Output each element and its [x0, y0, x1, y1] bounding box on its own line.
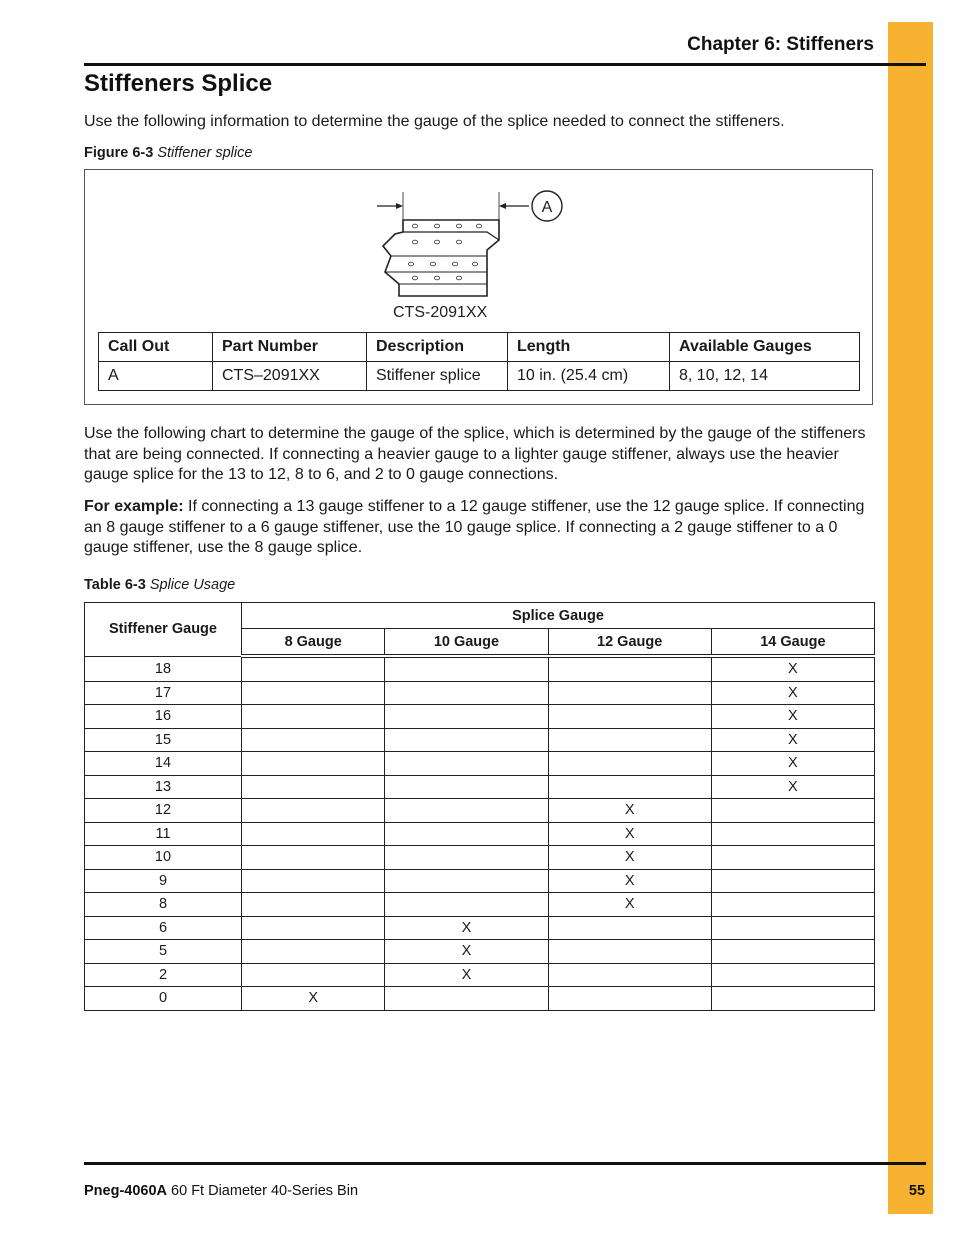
stiffener-gauge-cell: 12	[85, 799, 242, 823]
chapter-title: Chapter 6: Stiffeners	[687, 34, 874, 55]
splice-cell: X	[711, 775, 874, 799]
arrow-head-right	[499, 203, 506, 209]
parts-table	[98, 332, 860, 391]
splice-cell: X	[548, 846, 711, 870]
splice-cell: X	[711, 681, 874, 705]
stiffener-gauge-cell: 2	[85, 963, 242, 987]
splice-cell	[385, 681, 548, 705]
splice-cell	[242, 799, 385, 823]
stiffener-gauge-cell: 11	[85, 822, 242, 846]
splice-cell	[242, 916, 385, 940]
stiffener-gauge-cell: 0	[85, 987, 242, 1011]
splice-cell	[242, 893, 385, 917]
figure-label: Figure 6-3	[84, 145, 154, 161]
table-row	[85, 752, 875, 776]
header-part-number: Part Number	[213, 333, 367, 362]
table-row	[85, 728, 875, 752]
header-rule	[84, 63, 926, 66]
splice-cell	[242, 681, 385, 705]
splice-cell	[242, 728, 385, 752]
stiffener-gauge-cell: 17	[85, 681, 242, 705]
splice-cell	[548, 963, 711, 987]
splice-cell: X	[711, 728, 874, 752]
stiffener-gauge-cell: 16	[85, 705, 242, 729]
usage-paragraph: Use the following chart to determine the gauge of the splice, which is determined by the gauge of the stiffeners that are being connected. If connecting a heavier gauge to a lighter gauge stiffener, always use the heavier gauge splice for the 13 to 12, 8 to 6, and 2 to 0 gauge connections.	[84, 425, 866, 483]
header-stiffener-gauge: Stiffener Gauge	[85, 603, 242, 657]
chapter-side-tab	[888, 22, 933, 1214]
example-paragraph	[84, 497, 874, 559]
table-row	[85, 940, 875, 964]
stiffener-gauge-cell: 15	[85, 728, 242, 752]
splice-cell	[385, 656, 548, 681]
splice-cell	[242, 940, 385, 964]
cell-description: Stiffener splice	[367, 362, 508, 391]
header-10-gauge: 10 Gauge	[385, 629, 548, 657]
splice-cell	[385, 728, 548, 752]
cell-available-gauges: 8, 10, 12, 14	[670, 362, 860, 391]
splice-cell	[242, 846, 385, 870]
header-description: Description	[367, 333, 508, 362]
figure-box	[84, 169, 873, 405]
splice-cell	[548, 656, 711, 681]
part-label: CTS-2091XX	[393, 304, 488, 321]
splice-cell	[385, 775, 548, 799]
splice-cell: X	[711, 752, 874, 776]
splice-cell	[385, 799, 548, 823]
splice-cell	[711, 940, 874, 964]
splice-cell	[385, 822, 548, 846]
table-row	[85, 846, 875, 870]
stiffener-gauge-cell: 14	[85, 752, 242, 776]
figure-caption	[84, 145, 252, 161]
splice-cell: X	[548, 799, 711, 823]
splice-cell: X	[711, 705, 874, 729]
splice-cell	[385, 987, 548, 1011]
parts-table-header-row	[99, 333, 860, 362]
stiffener-gauge-cell: 10	[85, 846, 242, 870]
splice-cell	[711, 846, 874, 870]
header-8-gauge: 8 Gauge	[242, 629, 385, 657]
splice-cell	[548, 752, 711, 776]
splice-cell	[242, 775, 385, 799]
cell-part-number: CTS–2091XX	[213, 362, 367, 391]
table-row	[85, 799, 875, 823]
splice-cell	[242, 656, 385, 681]
header-splice-gauge: Splice Gauge	[242, 603, 875, 629]
section-title: Stiffeners Splice	[84, 70, 273, 97]
stiffener-gauge-cell: 5	[85, 940, 242, 964]
splice-cell	[385, 752, 548, 776]
splice-cell: X	[385, 963, 548, 987]
splice-usage-table	[84, 602, 875, 1011]
splice-cell	[385, 846, 548, 870]
splice-cell	[711, 822, 874, 846]
splice-cell: X	[242, 987, 385, 1011]
splice-cell	[711, 893, 874, 917]
table-row	[85, 822, 875, 846]
intro-paragraph: Use the following information to determine the gauge of the splice needed to connect the stiffeners.	[84, 113, 785, 130]
stiffener-outline	[383, 220, 499, 296]
splice-cell: X	[711, 656, 874, 681]
splice-cell	[548, 940, 711, 964]
header-available-gauges: Available Gauges	[670, 333, 860, 362]
cell-length: 10 in. (25.4 cm)	[508, 362, 670, 391]
splice-cell	[385, 869, 548, 893]
splice-cell: X	[548, 893, 711, 917]
table-caption-text: Splice Usage	[149, 577, 236, 593]
table-row	[85, 963, 875, 987]
splice-cell	[711, 869, 874, 893]
stiffener-gauge-cell: 18	[85, 656, 242, 681]
splice-cell	[242, 963, 385, 987]
table-row	[85, 705, 875, 729]
parts-table-row	[99, 362, 860, 391]
splice-cell	[711, 963, 874, 987]
splice-cell	[548, 705, 711, 729]
table-row	[85, 656, 875, 681]
splice-cell	[548, 775, 711, 799]
table-row	[85, 916, 875, 940]
splice-cell	[242, 752, 385, 776]
splice-cell	[548, 987, 711, 1011]
table-row	[85, 775, 875, 799]
splice-table-body	[85, 656, 875, 1010]
doc-id: Pneg-4060A	[84, 1183, 168, 1199]
splice-cell	[548, 728, 711, 752]
footer-text	[84, 1183, 358, 1199]
splice-cell	[548, 916, 711, 940]
table-caption	[84, 577, 235, 593]
splice-cell: X	[385, 916, 548, 940]
splice-cell	[242, 705, 385, 729]
header-12-gauge: 12 Gauge	[548, 629, 711, 657]
stiffener-splice-illustration	[375, 184, 575, 324]
table-row	[85, 987, 875, 1011]
table-row	[85, 869, 875, 893]
page-number: 55	[908, 1183, 926, 1199]
stiffener-gauge-cell: 9	[85, 869, 242, 893]
doc-title: 60 Ft Diameter 40-Series Bin	[167, 1183, 359, 1199]
example-label: For example:	[84, 498, 184, 515]
stiffener-gauge-cell: 6	[85, 916, 242, 940]
table-label: Table 6-3	[84, 577, 146, 593]
header-call-out: Call Out	[99, 333, 213, 362]
header-length: Length	[508, 333, 670, 362]
stiffener-gauge-cell: 8	[85, 893, 242, 917]
callout-letter: A	[541, 199, 553, 216]
splice-cell: X	[385, 940, 548, 964]
arrow-head-left	[396, 203, 403, 209]
splice-table-group-row	[85, 603, 875, 629]
splice-cell	[385, 705, 548, 729]
header-14-gauge: 14 Gauge	[711, 629, 874, 657]
splice-cell	[711, 799, 874, 823]
splice-cell	[711, 987, 874, 1011]
splice-cell	[242, 869, 385, 893]
splice-cell: X	[548, 822, 711, 846]
example-text: If connecting a 13 gauge stiffener to a 12 gauge stiffener, use the 12 gauge splice. If connecting an 8 gauge stiffener to a 6 gauge stiffener, use the 10 gauge splice. If connecting a 2 gauge stiffener to a 0 gauge stiffener, use the 8 gauge splice.	[84, 498, 865, 556]
table-row	[85, 893, 875, 917]
splice-cell	[548, 681, 711, 705]
splice-cell	[242, 822, 385, 846]
figure-caption-text: Stiffener splice	[157, 145, 253, 161]
stiffener-gauge-cell: 13	[85, 775, 242, 799]
splice-cell	[385, 893, 548, 917]
table-row	[85, 681, 875, 705]
cell-call-out: A	[99, 362, 213, 391]
splice-cell: X	[548, 869, 711, 893]
footer-rule	[84, 1162, 926, 1165]
splice-cell	[711, 916, 874, 940]
